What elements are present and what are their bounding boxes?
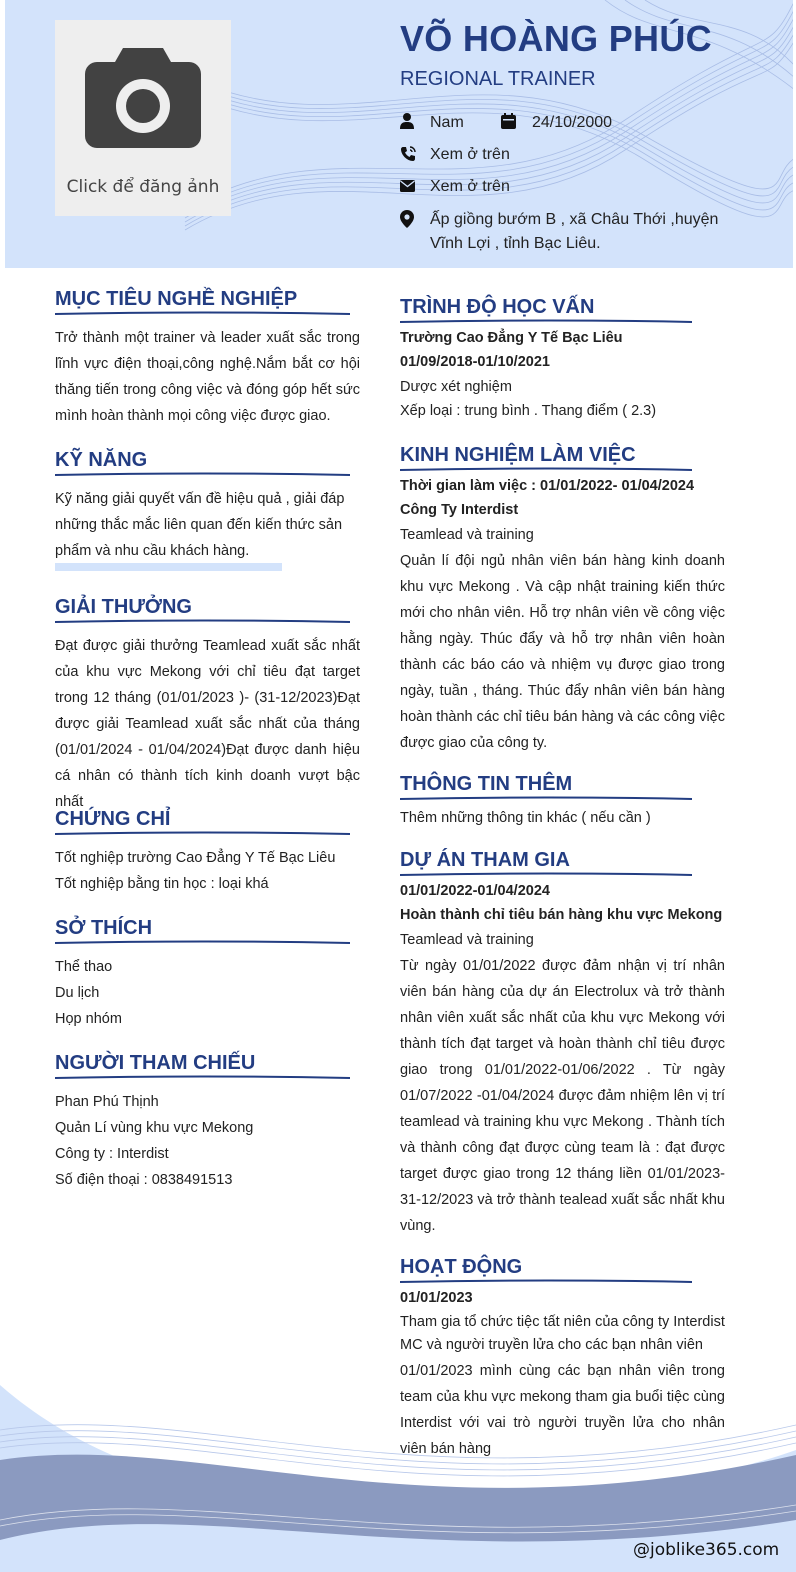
hobbies-list [55, 954, 360, 1032]
education-major: Dược xét nghiệm [400, 379, 512, 395]
candidate-role: REGIONAL TRAINER [400, 68, 596, 90]
experience-title: KINH NGHIỆM LÀM VIỆC [400, 444, 636, 466]
list-item: Họp nhóm [55, 1011, 122, 1027]
experience-description: Quản lí đội ngủ nhân viên bán hàng kinh doanh khu vực Mekong . Và cập nhật training kiến thức mới cho nhân viên. Hỗ trợ nhân viên về công việc hằng ngày. Thúc đẩy và hỗ trợ nhân viên hoàn thành các báo cáo và nhiệm vụ được giao trong ngày, tuần , tháng. Thúc đẩy nhân viên bán hàng hoàn thành các chỉ tiêu bán hàng và các công việc được giao của công ty. [400, 553, 725, 751]
education-block [400, 327, 725, 424]
brand-watermark: @joblike365.com [633, 1540, 780, 1560]
education-period: 01/09/2018-01/10/2021 [400, 353, 550, 370]
skill-bar-track [55, 563, 282, 571]
project-period: 01/01/2022-01/04/2024 [400, 883, 550, 899]
education-underline [400, 319, 692, 325]
activities-title: HOẠT ĐỘNG [400, 1256, 523, 1278]
experience-position: Teamlead và training [400, 527, 534, 543]
skills-underline [55, 472, 350, 478]
projects-underline [400, 872, 692, 878]
project-description: Từ ngày 01/01/2022 được đảm nhận vị trí nhân viên bán hàng của dự án Electrolux và trở thành nhân viên xuất sắc nhất của khu vực Mekong với thành tích đạt target và hoàn thành chỉ tiêu được giao trong 01/01/2022-01/06/2022 . Từ ngày 01/07/2022 -01/04/2024 được đảm nhiệm lên vị trí teamlead và training khu vực Mekong . Thành tích và thành công đạt được cùng team là : đạt được target được giao trong 12 tháng liền 01/01/2023-31-12/2023 và trở thành tealead xuất sắc nhất khu vùng. [400, 958, 725, 1234]
list-item: Công ty : Interdist [55, 1146, 169, 1162]
list-item: Phan Phú Thịnh [55, 1094, 159, 1110]
certificates-underline [55, 831, 350, 837]
objective-text: Trở thành một trainer và leader xuất sắc trong lĩnh vực điện thoại,công nghệ.Nắm bắt cơ hội thăng tiến trong công việc và đóng góp hết sức mình hoàn thành mọi công việc được giao. [55, 330, 360, 424]
email-value: Xem ở trên [430, 178, 510, 195]
phone-value: Xem ở trên [430, 146, 510, 163]
certificates-title: CHỨNG CHỈ [55, 808, 171, 830]
list-item: Tốt nghiệp trường Cao Đẳng Y Tế Bạc Liêu [55, 850, 336, 866]
list-item: Du lịch [55, 985, 100, 1001]
project-role: Teamlead và training [400, 932, 534, 948]
photo-placeholder[interactable] [55, 20, 231, 216]
photo-caption: Click để đăng ảnh [66, 177, 220, 197]
skills-title: KỸ NĂNG [55, 449, 148, 471]
email-icon [400, 180, 415, 192]
skill-bar-fill [55, 563, 282, 571]
experience-underline [400, 467, 692, 473]
list-item: Tốt nghiệp bằng tin học : loại khá [55, 876, 269, 892]
calendar-icon [501, 113, 516, 129]
education-school: Trường Cao Đẳng Y Tế Bạc Liêu [400, 330, 623, 346]
gender-value: Nam [430, 114, 464, 131]
location-icon [400, 210, 414, 228]
objective-underline [55, 311, 350, 317]
activity-date: 01/01/2023 [400, 1290, 473, 1306]
person-icon [400, 113, 414, 129]
projects-title: DỰ ÁN THAM GIA [400, 849, 570, 871]
references-underline [55, 1075, 350, 1081]
skills-text: Kỹ năng giải quyết vấn đề hiệu quả , giải đáp những thắc mắc liên quan đến kiến thức sản phẩm và nhu cầu khách hàng. [55, 491, 345, 559]
education-title: TRÌNH ĐỘ HỌC VẤN [400, 296, 595, 318]
experience-company: Công Ty Interdist [400, 501, 519, 518]
birthday-value: 24/10/2000 [532, 114, 613, 131]
objective-title: MỤC TIÊU NGHỀ NGHIỆP [55, 288, 298, 310]
awards-title: GIẢI THƯỞNG [55, 596, 192, 618]
phone-icon [400, 146, 416, 162]
education-grade: Xếp loại : trung bình . Thang điểm ( 2.3) [400, 403, 657, 419]
activity-description: 01/01/2023 mình cùng các bạn nhân viên trong team của khu vực mekong tham gia buổi tiệc cùng Interdist với vai trò người truyền lửa cho nhân viên bán hàng [400, 1362, 725, 1457]
address-value: Ấp giồng bướm B , xã Châu Thới ,huyện Vĩnh Lợi , tỉnh Bạc Liêu. [430, 211, 719, 252]
activities-underline [400, 1279, 692, 1285]
hobbies-title: SỞ THÍCH [55, 917, 153, 939]
list-item: Số điện thoại : 0838491513 [55, 1172, 233, 1188]
activity-line1: Tham gia tổ chức tiệc tất niên của công ty Interdist [400, 1313, 725, 1330]
projects-block [400, 880, 725, 1239]
camera-icon [85, 48, 201, 148]
awards-underline [55, 619, 350, 625]
certificates-list [55, 845, 360, 897]
references-title: NGƯỜI THAM CHIẾU [55, 1052, 256, 1074]
references-list [55, 1089, 360, 1193]
hobbies-underline [55, 940, 350, 946]
project-name: Hoàn thành chỉ tiêu bán hàng khu vực Mekong [400, 906, 723, 923]
awards-text: Đạt được giải thưởng Teamlead xuất sắc nhất của khu vực Mekong với chỉ tiêu đạt target trong 12 tháng (01/01/2023 )- (31-12/2023)Đạt được giải Teamlead xuất sắc nhất của tháng (01/01/2024 - 01/04/2024)Đạt được danh hiệu cá nhân có thành tích kinh doanh vượt bậc nhất [55, 638, 360, 810]
list-item: Quản Lí vùng khu vực Mekong [55, 1120, 254, 1136]
extra-underline [400, 796, 692, 802]
extra-title: THÔNG TIN THÊM [400, 773, 573, 795]
activity-line2: MC và người truyền lửa cho các bạn nhân viên [400, 1337, 703, 1353]
candidate-name: VÕ HOÀNG PHÚC [400, 18, 712, 59]
extra-text: Thêm những thông tin khác ( nếu cần ) [400, 810, 651, 826]
experience-period: Thời gian làm việc : 01/01/2022- 01/04/2024 [400, 478, 695, 494]
experience-block [400, 475, 725, 756]
list-item: Thể thao [55, 959, 113, 975]
